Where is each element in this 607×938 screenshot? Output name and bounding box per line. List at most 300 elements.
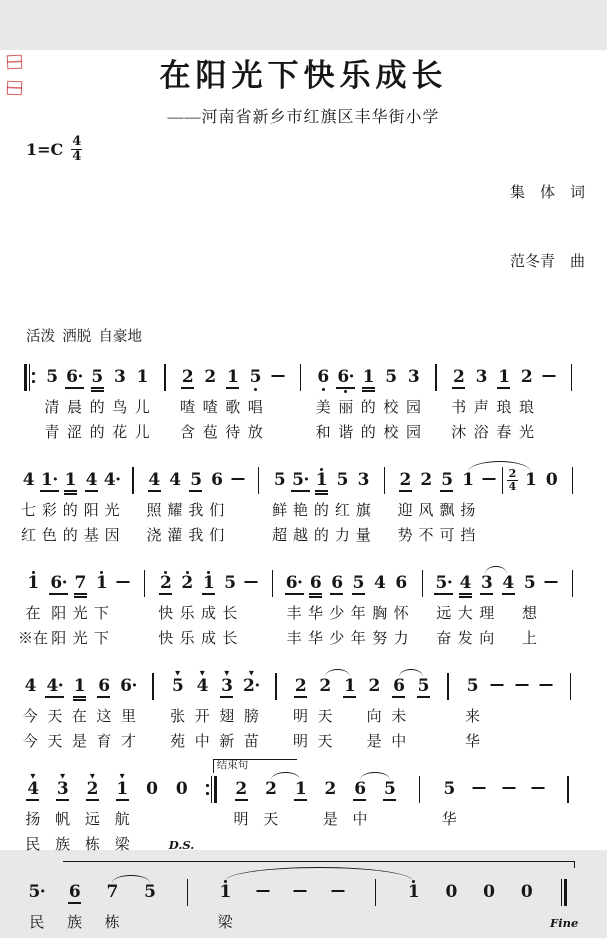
lyric-syllable: 苗 [243,734,259,750]
lyric-empty [337,732,362,755]
lyric-syllable: 涩 [66,425,82,441]
note: 5 [224,573,236,593]
note: 2 [399,470,411,490]
repeat-start-barline [18,358,41,398]
barline [553,770,583,810]
lyric-empty [524,810,554,833]
barline [436,667,461,707]
lyric-empty [262,629,283,652]
note: 1 [498,367,510,387]
lyric-syllable: 发 [457,631,473,647]
dash-extension [538,358,561,398]
lyric-syllable: 栋 [84,837,100,853]
lyric-syllable: 势 [397,528,413,544]
lyric-syllable: 苑 [170,734,186,750]
lyric-syllable: 膀 [243,709,259,725]
note: ▼ 1 [116,772,128,799]
lyric-syllable: 是 [366,734,382,750]
note: 1 [343,676,356,696]
lyric-syllable: 今 [22,709,38,725]
lyric-syllable: 是 [71,734,87,750]
accent-mark-icon: ▼ [224,669,230,677]
note: 3 [481,573,493,593]
lyric-syllable: 育 [96,734,112,750]
note: 1 [219,882,231,902]
note: 1· [41,470,58,490]
song-subtitle: ——河南省新乡市红旗区丰华街小学 [167,109,440,126]
rest-note: 0 [175,779,188,799]
composer-credit: 范冬青 曲 [509,254,585,271]
lyric-syllable: 浇 [146,528,162,544]
lyric-syllable: 向 [366,709,382,725]
lyric-syllable: 的 [62,528,78,544]
lyric-empty [134,604,155,627]
barline [169,873,207,913]
lyric-syllable: 少 [329,606,345,622]
lyric-empty [485,732,510,755]
note: 2 [294,676,307,696]
note: 5 [244,358,267,398]
lyric-syllable: 民 [25,837,41,853]
lyric-empty [357,913,395,936]
lyric-empty [244,913,282,936]
lyric-syllable: 在 [25,606,41,622]
lyric-syllable: 不 [418,528,434,544]
lyric-empty [540,604,561,627]
lyric-syllable: 民 [29,915,45,931]
lyric-syllable: 飘 [439,503,455,519]
note: 4 [502,573,514,593]
dash-extension [540,564,561,604]
note: 3 [407,367,420,387]
lyric-syllable: 族 [66,915,82,931]
note: 5 [46,367,58,387]
lyric-empty [256,835,286,858]
dash-extension [524,770,554,810]
lyric-syllable: 鲜 [272,503,288,519]
lyric-empty [282,913,320,936]
lyric-syllable: 成 [200,631,216,647]
lyric-syllable: 的 [62,503,78,519]
lyric-empty [227,501,248,524]
note: 5 [336,470,349,490]
lyric-syllable: 校 [383,400,399,416]
lyric-syllable: 力 [393,631,409,647]
lyric-syllable: 春 [496,425,512,441]
dash-extension [485,667,510,707]
lyric-empty [286,835,316,858]
note: 4 [24,676,36,696]
lyric-syllable: 我 [188,528,204,544]
lyric-empty [562,604,583,627]
lyric-syllable: 年 [350,606,366,622]
accent-mark-icon: ▼ [175,669,181,677]
lyric-empty [196,810,226,833]
lyric-syllable: 唱 [247,400,263,416]
note: 6 [354,779,366,799]
lyric-syllable: 华 [464,734,480,750]
system-grid [18,770,583,858]
note: 2 [204,367,216,387]
note: ▼ 4 [196,669,208,696]
lyric-empty [112,629,133,652]
barline [558,667,583,707]
lyric-empty [241,629,262,652]
note: 5 [273,470,286,490]
note: 4 [22,470,35,490]
note: 2 [235,779,247,799]
lyric-syllable: 艳 [292,503,308,519]
lyric-syllable: 红 [20,528,36,544]
lyric-syllable: 们 [209,528,225,544]
time-signature-bottom: 4 [72,148,82,164]
low-octave-dot [322,388,325,391]
slur-tie-arc [325,669,350,677]
barline [412,564,433,604]
lyric-empty [520,526,541,549]
lyric-empty [436,707,461,730]
lyric-syllable: 书 [451,400,467,416]
lyric-syllable: 阳 [51,631,67,647]
barline [374,461,395,501]
rest-note: 0 [445,882,457,902]
note: 2 [181,573,193,593]
barline [134,564,155,604]
note: 2 [453,367,465,387]
lyric-empty [540,629,561,652]
lyric-syllable: 少 [329,631,345,647]
lyric-syllable: 天 [317,734,333,750]
system-4 [18,667,583,755]
note: 2 [324,779,336,799]
note: 2 [181,367,194,387]
lyric-empty [267,398,290,421]
lyric-syllable: 梁 [114,837,130,853]
lyric-empty [411,707,436,730]
lyric-empty [562,526,583,549]
lyric-empty [436,732,461,755]
lyric-syllable: 喳 [202,400,218,416]
lyric-syllable: 光 [72,606,88,622]
note: 6 [312,358,335,398]
lyric-syllable: 今 [22,734,38,750]
note: 4 [374,573,386,593]
lyric-syllable: 天 [47,709,63,725]
repeat-end-barline [196,770,226,810]
lyric-syllable: 红 [334,503,350,519]
lyric-empty [538,398,561,421]
lyric-empty [137,835,167,858]
ending-bracket-line [63,861,574,868]
lyric-syllable: 沐 [451,425,467,441]
lyric-syllable: 歌 [225,400,241,416]
barline [264,667,289,707]
lyric-syllable: 天 [47,734,63,750]
lyric-empty [286,810,316,833]
lyric-syllable: 的 [313,528,329,544]
lyric-empty [264,732,289,755]
note: 6· [66,367,83,387]
lyric-syllable: 理 [479,606,495,622]
dash-extension [464,770,494,810]
note: 5 [385,367,397,387]
lyric-empty [560,398,583,421]
note: 6· [50,573,68,593]
note: 5 [86,358,109,398]
note: 6 [68,882,81,902]
lyric-syllable: 胸 [372,606,388,622]
note: 1 [136,367,148,387]
note: 6 [305,564,326,604]
lyric-syllable: 的 [313,503,329,519]
note: ▼ 4 [27,772,39,799]
rest-note: 0 [483,882,495,902]
lyric-syllable: 风 [418,503,434,519]
lyric-syllable: 灌 [167,528,183,544]
lyric-syllable: 成 [200,606,216,622]
lyric-syllable: 因 [104,528,120,544]
key-signature [26,135,82,163]
lyric-syllable: 明 [233,812,249,828]
time-signature [71,135,82,163]
direction-marker: Fine [550,916,579,930]
lyric-syllable: 园 [405,425,421,441]
note: 1 [525,470,537,490]
lyric-empty [464,835,494,858]
lyric-empty [154,398,177,421]
lyric-empty [374,526,395,549]
lyric-empty [499,501,520,524]
dash-extension [509,667,534,707]
lyric-syllable: 我 [188,503,204,519]
lyric-syllable: 浴 [473,425,489,441]
lyric-empty [562,629,583,652]
barline [289,358,312,398]
slur-tie-arc [360,772,390,780]
lyric-empty [485,707,510,730]
lyric-syllable: 华 [307,606,323,622]
ending-phrase-bracket [213,759,297,773]
barline [425,358,448,398]
lyric-syllable: 色 [41,528,57,544]
barline [560,358,583,398]
note: 6· [120,676,137,696]
lyric-syllable: 儿 [134,400,150,416]
lyric-empty [509,732,534,755]
barline [405,770,435,810]
lyric-empty [464,810,494,833]
lyric-empty [134,629,155,652]
tempo-marking: 活泼 洒脱 自豪地 [26,329,142,345]
note: 4 [148,470,160,490]
lyric-syllable: 光 [72,631,88,647]
lyric-syllable: 上 [521,631,537,647]
red-stamp-mark [7,55,23,70]
lyric-empty [141,707,166,730]
note: ▼ 2 [86,772,98,799]
note: 6 [393,676,405,696]
lyric-empty [560,423,583,446]
note: 6 [211,470,223,490]
lyric-syllable: 新 [219,734,235,750]
lyric-empty [262,604,283,627]
lyric-syllable: 放 [247,425,263,441]
lyric-syllable: 光 [104,503,120,519]
lyric-syllable: 栋 [104,915,120,931]
system-grid [18,873,583,938]
lyric-empty [375,810,405,833]
lyric-syllable: ※在 [18,631,49,647]
lyric-syllable: 扬 [460,503,476,519]
system-grid [18,461,583,549]
lyric-syllable: 的 [360,425,376,441]
lyric-empty [534,732,559,755]
lyric-syllable: 的 [89,400,105,416]
note: 1 [227,367,239,387]
lyric-syllable: 航 [114,812,130,828]
lyric-syllable: 迎 [397,503,413,519]
lyric-syllable: 谐 [338,425,354,441]
lyric-empty [395,913,433,936]
time-signature-change: 2 4 [508,466,517,493]
note: 1 [462,470,474,490]
accent-mark-icon: ▼ [60,772,66,780]
lyric-syllable: 这 [96,709,112,725]
lyric-syllable: 的 [89,425,105,441]
note: ▼ 5 [172,669,184,696]
note: 4 [455,564,476,604]
lyric-syllable: 里 [121,709,137,725]
red-stamp-mark [7,81,22,96]
lyric-syllable: 晨 [66,400,82,416]
lyric-syllable: 可 [439,528,455,544]
lyric-empty [267,423,290,446]
note: 5 [441,470,453,490]
note: 1 [294,779,307,799]
lyric-empty [345,835,375,858]
lyric-empty [494,835,524,858]
note: 5 [466,676,479,696]
lyric-empty [562,501,583,524]
lyric-syllable: 远 [436,606,452,622]
song-title: 在阳光下快乐成长 [159,58,448,93]
lyric-syllable: 七 [20,503,36,519]
lyric-syllable: 光 [518,425,534,441]
lyric-syllable: 快 [158,631,174,647]
meta-row [0,127,607,321]
note: 4· [103,470,121,490]
lyric-empty [289,423,312,446]
dash-extension [112,564,133,604]
lyric-empty [374,501,395,524]
lyric-syllable: 是 [322,812,338,828]
lyric-empty [315,835,345,858]
lyric-syllable: 丰 [286,606,302,622]
note: 5 [443,779,455,799]
lyric-syllable: 琅 [518,400,534,416]
barline [262,564,283,604]
lyric-empty [558,732,583,755]
barline [141,667,166,707]
lyric-syllable: 大 [457,606,473,622]
key-label: 1=C [26,139,64,159]
lyric-syllable: 明 [292,734,308,750]
lyric-syllable: 乐 [179,631,195,647]
note: 1 [202,573,215,593]
low-octave-dot [344,390,347,393]
lyric-empty [131,913,169,936]
sheet-music-page [0,50,607,931]
credits [510,135,585,321]
lyric-empty [248,501,269,524]
lyric-syllable: 天 [317,709,333,725]
lyric-empty [337,707,362,730]
note: 3 [475,367,487,387]
note: 5· [292,470,309,490]
lyric-syllable: 阳 [51,606,67,622]
lyric-empty [425,423,448,446]
accent-mark-icon: ▼ [89,772,95,780]
note: 7 [69,564,90,604]
system-1 [18,358,583,446]
lyric-syllable: 量 [355,528,371,544]
system-2 [18,461,583,549]
lyric-syllable: 琅 [496,400,512,416]
lyric-syllable: 花 [112,425,128,441]
lyric-empty [18,423,41,446]
note: 5 [384,779,396,799]
low-octave-dot [254,388,257,391]
note: ▼ 2· [242,669,260,696]
lyric-syllable: 怀 [393,606,409,622]
barline [248,461,269,501]
lyric-empty [432,913,470,936]
lyricist-credit: 集 体 词 [509,184,585,201]
lyric-empty [137,810,167,833]
lyric-syllable: 扬 [25,812,41,828]
note: 5 [417,676,429,696]
lyric-syllable: 华 [441,812,457,828]
lyric-syllable: 奋 [436,631,452,647]
lyric-syllable: 越 [292,528,308,544]
lyric-syllable: 向 [479,631,495,647]
system-3 [18,564,583,652]
lyric-empty [154,423,177,446]
lyric-empty [425,398,448,421]
note: 4· [46,676,64,696]
lyric-syllable: 声 [473,400,489,416]
note: 1 [407,882,420,902]
system-grid [18,667,583,755]
note: 3 [114,367,126,387]
slur-tie-arc [225,867,413,881]
lyric-syllable: 丰 [286,631,302,647]
lyric-empty [241,604,262,627]
lyric-empty [520,501,541,524]
note: 2 [160,573,172,593]
lyric-syllable: 在 [71,709,87,725]
lyric-syllable: 才 [121,734,137,750]
lyric-syllable: 中 [352,812,368,828]
lyric-syllable: 中 [194,734,210,750]
lyric-empty [497,604,518,627]
rest-note: 0 [545,470,558,490]
lyric-empty [405,810,435,833]
lyric-empty [553,835,583,858]
lyric-syllable: 阳 [83,503,99,519]
lyric-empty [226,835,256,858]
lyric-syllable: 挡 [460,528,476,544]
